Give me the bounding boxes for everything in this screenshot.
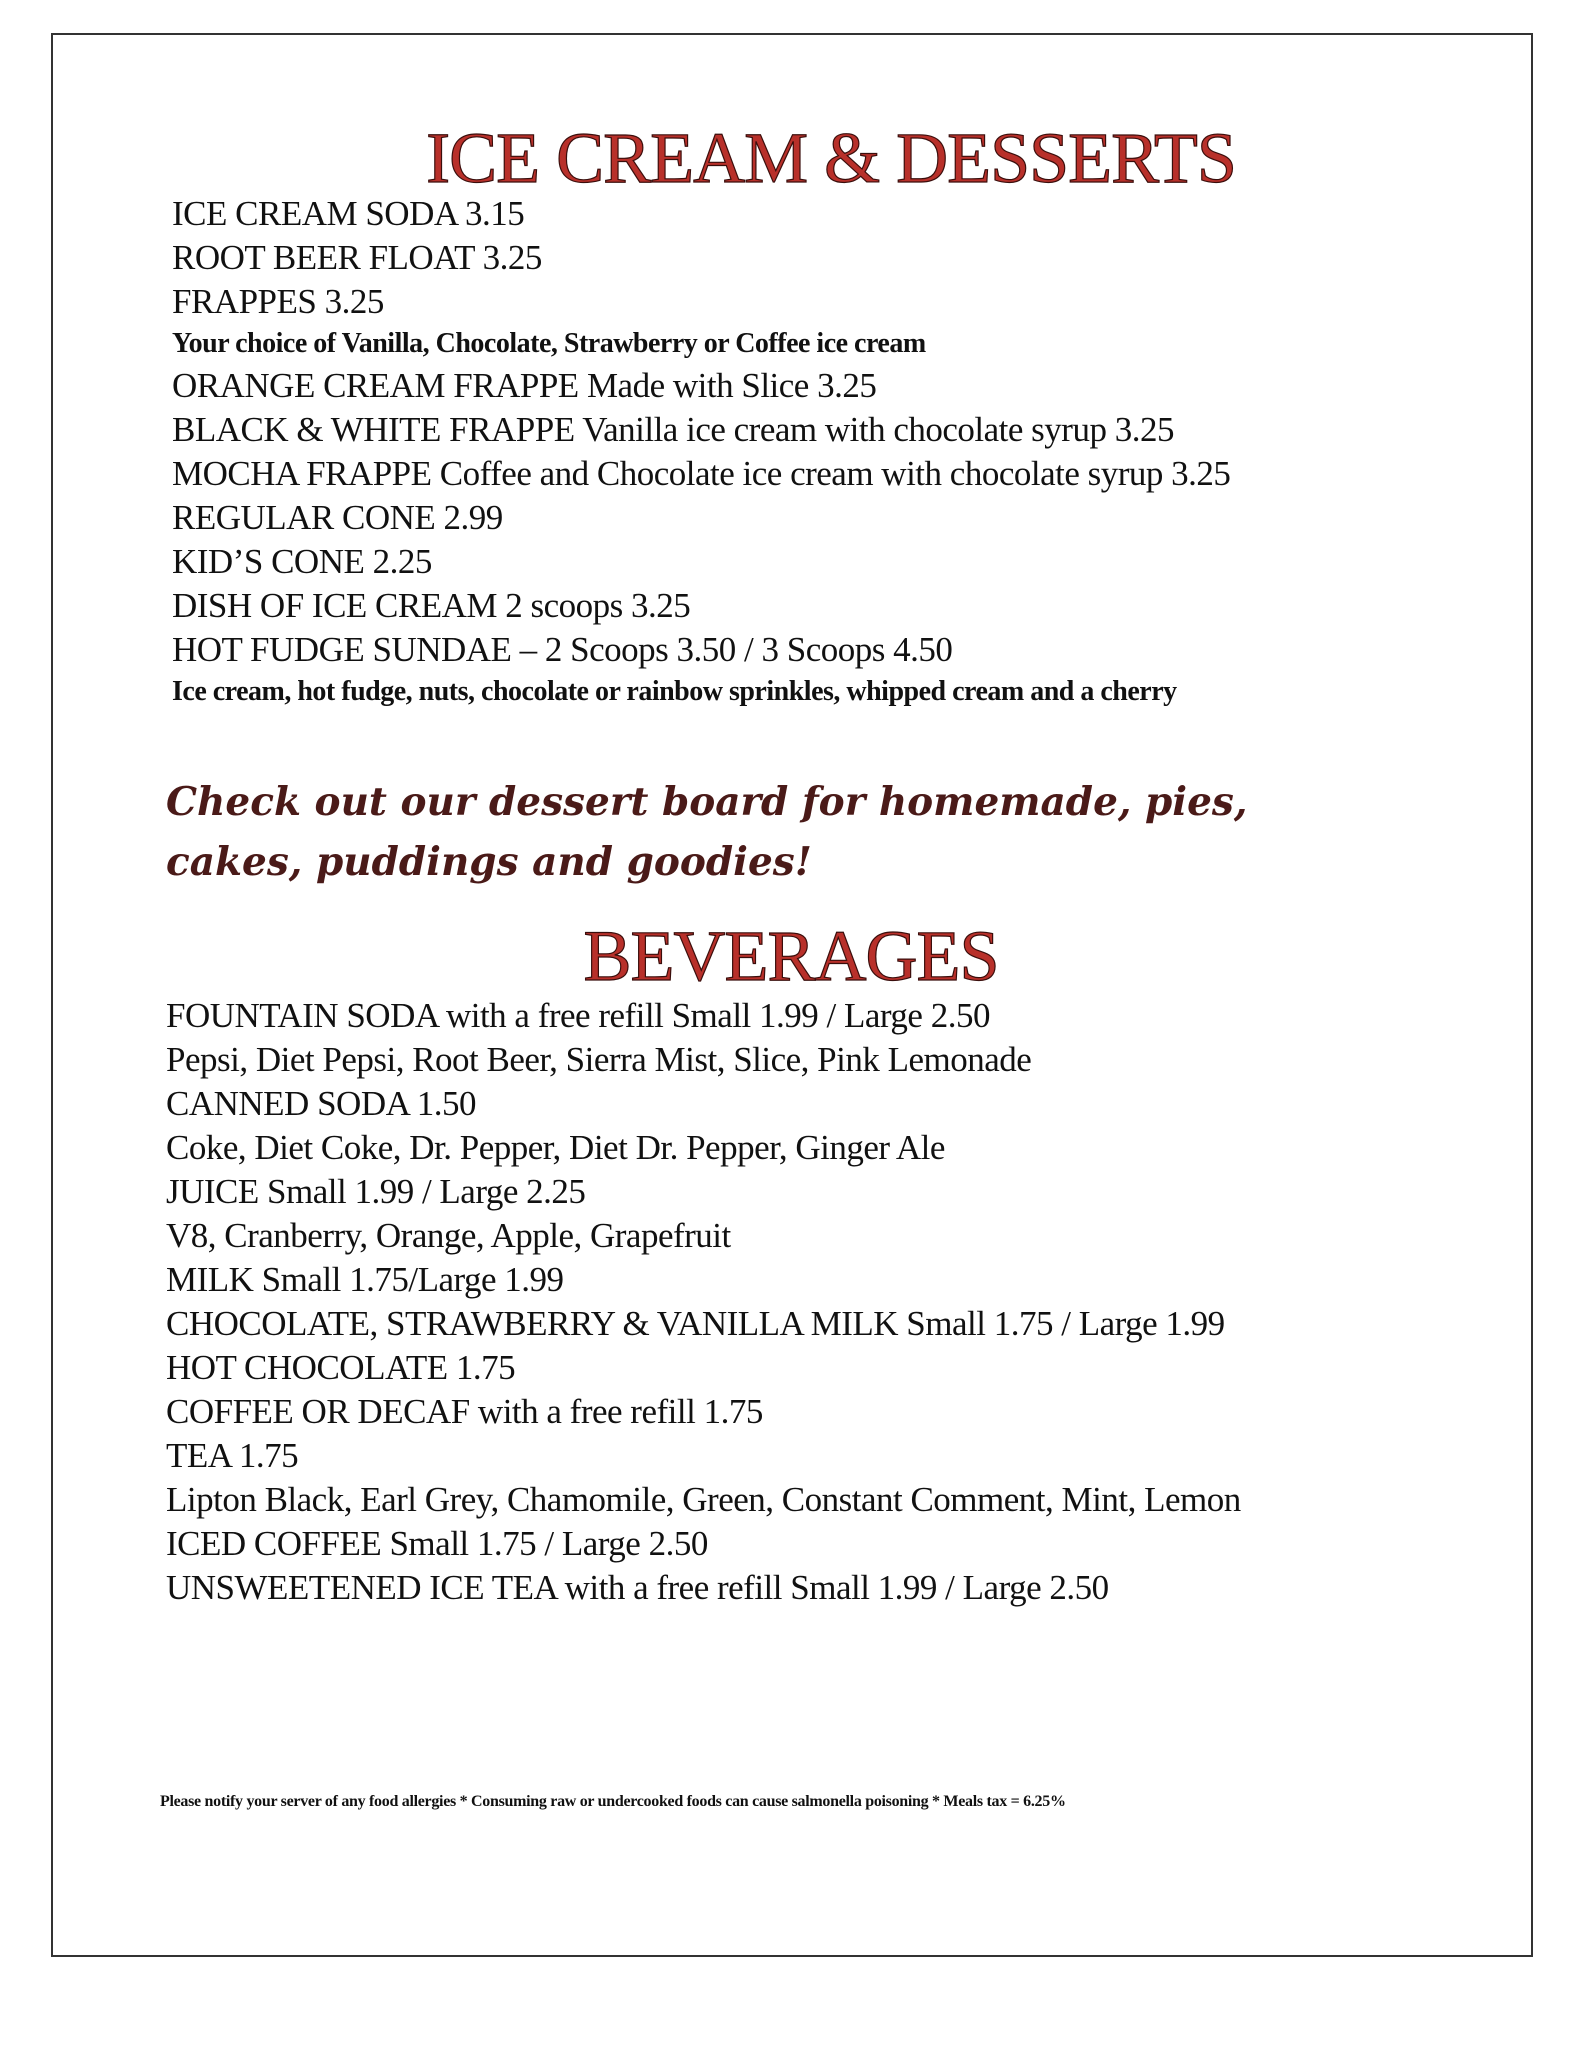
menu-item: Lipton Black, Earl Grey, Chamomile, Green, Constant Comment, Mint, Lemon <box>166 1480 1241 1519</box>
menu-item: HOT FUDGE SUNDAE – 2 Scoops 3.50 / 3 Scoops 4.50 <box>172 630 953 669</box>
menu-item: BLACK & WHITE FRAPPE Vanilla ice cream with chocolate syrup 3.25 <box>172 410 1174 449</box>
menu-item: CHOCOLATE, STRAWBERRY & VANILLA MILK Small 1.75 / Large 1.99 <box>166 1304 1225 1343</box>
menu-item: V8, Cranberry, Orange, Apple, Grapefruit <box>166 1216 731 1255</box>
menu-item: ICED COFFEE Small 1.75 / Large 2.50 <box>166 1524 708 1563</box>
menu-item: CANNED SODA 1.50 <box>166 1084 476 1123</box>
menu-item: MILK Small 1.75/Large 1.99 <box>166 1260 564 1299</box>
menu-item: Pepsi, Diet Pepsi, Root Beer, Sierra Mist, Slice, Pink Lemonade <box>166 1040 1032 1079</box>
allergy-footer-note: Please notify your server of any food allergies * Consuming raw or undercooked foods can cause salmonella poisoning * Meals tax = 6.25% <box>160 1793 1066 1810</box>
beverages-heading: BEVERAGES <box>583 916 999 996</box>
menu-item: ROOT BEER FLOAT 3.25 <box>172 238 542 277</box>
ice-cream-heading: ICE CREAM & DESSERTS <box>426 118 1236 198</box>
menu-item: REGULAR CONE 2.99 <box>172 498 503 537</box>
ice-cream-list <box>172 192 1230 712</box>
menu-item: KID’S CONE 2.25 <box>172 542 432 581</box>
menu-item: ORANGE CREAM FRAPPE Made with Slice 3.25 <box>172 366 877 405</box>
menu-item: COFFEE OR DECAF with a free refill 1.75 <box>166 1392 763 1431</box>
menu-item: FOUNTAIN SODA with a free refill Small 1.99 / Large 2.50 <box>166 996 990 1035</box>
menu-note: Your choice of Vanilla, Chocolate, Strawberry or Coffee ice cream <box>172 328 926 359</box>
menu-item: TEA 1.75 <box>166 1436 299 1475</box>
menu-item: MOCHA FRAPPE Coffee and Chocolate ice cream with chocolate syrup 3.25 <box>172 454 1231 493</box>
menu-item: FRAPPES 3.25 <box>172 282 384 321</box>
dessert-board-promo: Check out our dessert board for homemade, pies, cakes, puddings and goodies! <box>166 779 1248 885</box>
menu-item: ICE CREAM SODA 3.15 <box>172 194 525 233</box>
menu-item: HOT CHOCOLATE 1.75 <box>166 1348 516 1387</box>
menu-item: UNSWEETENED ICE TEA with a free refill Small 1.99 / Large 2.50 <box>166 1568 1109 1607</box>
menu-item: DISH OF ICE CREAM 2 scoops 3.25 <box>172 586 691 625</box>
menu-item: JUICE Small 1.99 / Large 2.25 <box>166 1172 586 1211</box>
beverages-list <box>166 994 1241 1610</box>
menu-item: Coke, Diet Coke, Dr. Pepper, Diet Dr. Pepper, Ginger Ale <box>166 1128 945 1167</box>
menu-note: Ice cream, hot fudge, nuts, chocolate or rainbow sprinkles, whipped cream and a cherry <box>172 676 1177 707</box>
